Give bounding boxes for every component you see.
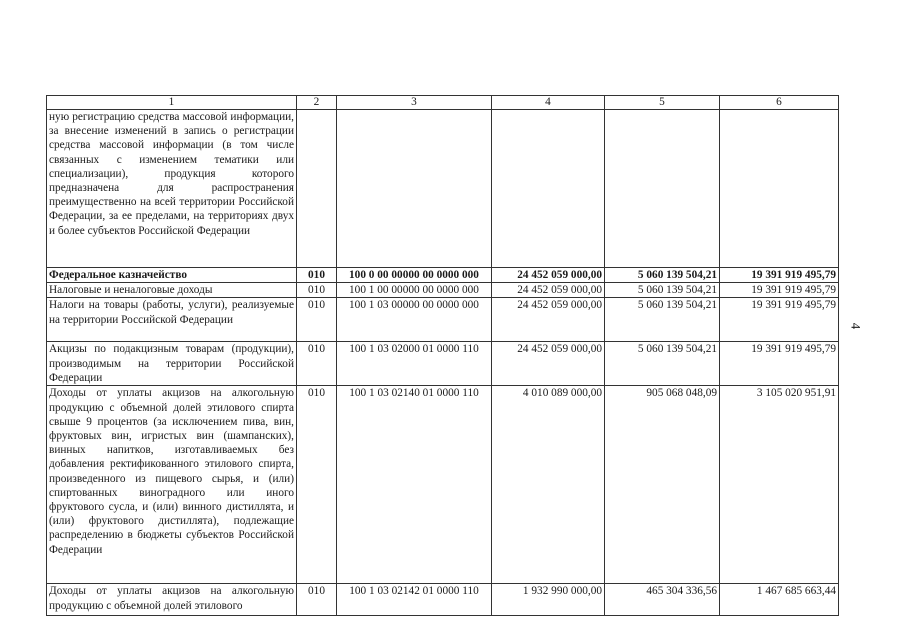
row-fact-cell: 5 060 139 504,21 — [605, 268, 720, 283]
row-fact-cell: 5 060 139 504,21 — [605, 283, 720, 298]
row-code-cell — [297, 110, 337, 268]
budget-table — [46, 95, 839, 616]
table-row — [47, 386, 839, 584]
row-plan-cell: 1 932 990 000,00 — [492, 584, 605, 616]
row-code-cell: 010 — [297, 584, 337, 616]
row-plan-cell: 4 010 089 000,00 — [492, 386, 605, 584]
row-code-cell: 010 — [297, 283, 337, 298]
row-fact-cell: 5 060 139 504,21 — [605, 342, 720, 386]
row-kbk-cell: 100 1 00 00000 00 0000 000 — [337, 283, 492, 298]
row-plan-cell: 24 452 059 000,00 — [492, 298, 605, 342]
row-plan-cell — [492, 110, 605, 268]
row-kbk-cell: 100 1 03 02000 01 0000 110 — [337, 342, 492, 386]
header-col-6: 6 — [720, 96, 839, 110]
row-remain-cell: 19 391 919 495,79 — [720, 342, 839, 386]
row-name-cell: Федеральное казначейство — [47, 268, 297, 283]
table-row — [47, 342, 839, 386]
header-col-4: 4 — [492, 96, 605, 110]
row-remain-cell: 19 391 919 495,79 — [720, 298, 839, 342]
row-plan-cell: 24 452 059 000,00 — [492, 283, 605, 298]
row-remain-cell: 19 391 919 495,79 — [720, 283, 839, 298]
row-remain-cell: 19 391 919 495,79 — [720, 268, 839, 283]
row-name-cell: Доходы от уплаты акцизов на алкогольную продукцию с объемной долей этилового — [47, 584, 297, 616]
row-name-cell: ную регистрацию средства массовой информации, за внесение изменений в запись о регистрации средства массовой информации (в том числе связанных с изменением тематики или специализации), продукция которого предназначена для распространения преимущественно на всей территории Российской Федерации, за ее пределами, на территориях двух и более субъектов Российской Федерации — [47, 110, 297, 268]
row-fact-cell: 465 304 336,56 — [605, 584, 720, 616]
table-row — [47, 110, 839, 268]
table-row — [47, 298, 839, 342]
row-remain-cell — [720, 110, 839, 268]
row-name-cell: Доходы от уплаты акцизов на алкогольную продукцию с объемной долей этилового спирта свыше 9 процентов (за исключением пива, вин, фруктовых вин, игристых вин (шампанских), винных напитков, изготавливаемых без добавления ректификованного этилового спирта, произведенного из пищевого сырья, и (или) спиртованных виноградного или иного фруктового сусла, и (или) винного дистиллята, и (или) фруктового дистиллята), подлежащие распределению в бюджеты субъектов Российской Федерации — [47, 386, 297, 584]
row-plan-cell: 24 452 059 000,00 — [492, 268, 605, 283]
row-remain-cell: 3 105 020 951,91 — [720, 386, 839, 584]
header-col-1: 1 — [47, 96, 297, 110]
row-code-cell: 010 — [297, 342, 337, 386]
row-kbk-cell: 100 1 03 02142 01 0000 110 — [337, 584, 492, 616]
table-row — [47, 584, 839, 616]
table-row — [47, 268, 839, 283]
page-number: 4 — [848, 322, 864, 330]
row-kbk-cell — [337, 110, 492, 268]
row-kbk-cell: 100 1 03 02140 01 0000 110 — [337, 386, 492, 584]
row-kbk-cell: 100 0 00 00000 00 0000 000 — [337, 268, 492, 283]
row-fact-cell: 5 060 139 504,21 — [605, 298, 720, 342]
row-name-cell: Налоговые и неналоговые доходы — [47, 283, 297, 298]
row-remain-cell: 1 467 685 663,44 — [720, 584, 839, 616]
row-plan-cell: 24 452 059 000,00 — [492, 342, 605, 386]
table-header-row — [47, 96, 839, 110]
row-name-cell: Налоги на товары (работы, услуги), реализуемые на территории Российской Федерации — [47, 298, 297, 342]
row-code-cell: 010 — [297, 298, 337, 342]
table-row — [47, 283, 839, 298]
header-col-2: 2 — [297, 96, 337, 110]
header-col-5: 5 — [605, 96, 720, 110]
row-name-cell: Акцизы по подакцизным товарам (продукции), производимым на территории Российской Федерации — [47, 342, 297, 386]
row-code-cell: 010 — [297, 386, 337, 584]
header-col-3: 3 — [337, 96, 492, 110]
row-code-cell: 010 — [297, 268, 337, 283]
row-kbk-cell: 100 1 03 00000 00 0000 000 — [337, 298, 492, 342]
row-fact-cell: 905 068 048,09 — [605, 386, 720, 584]
row-fact-cell — [605, 110, 720, 268]
